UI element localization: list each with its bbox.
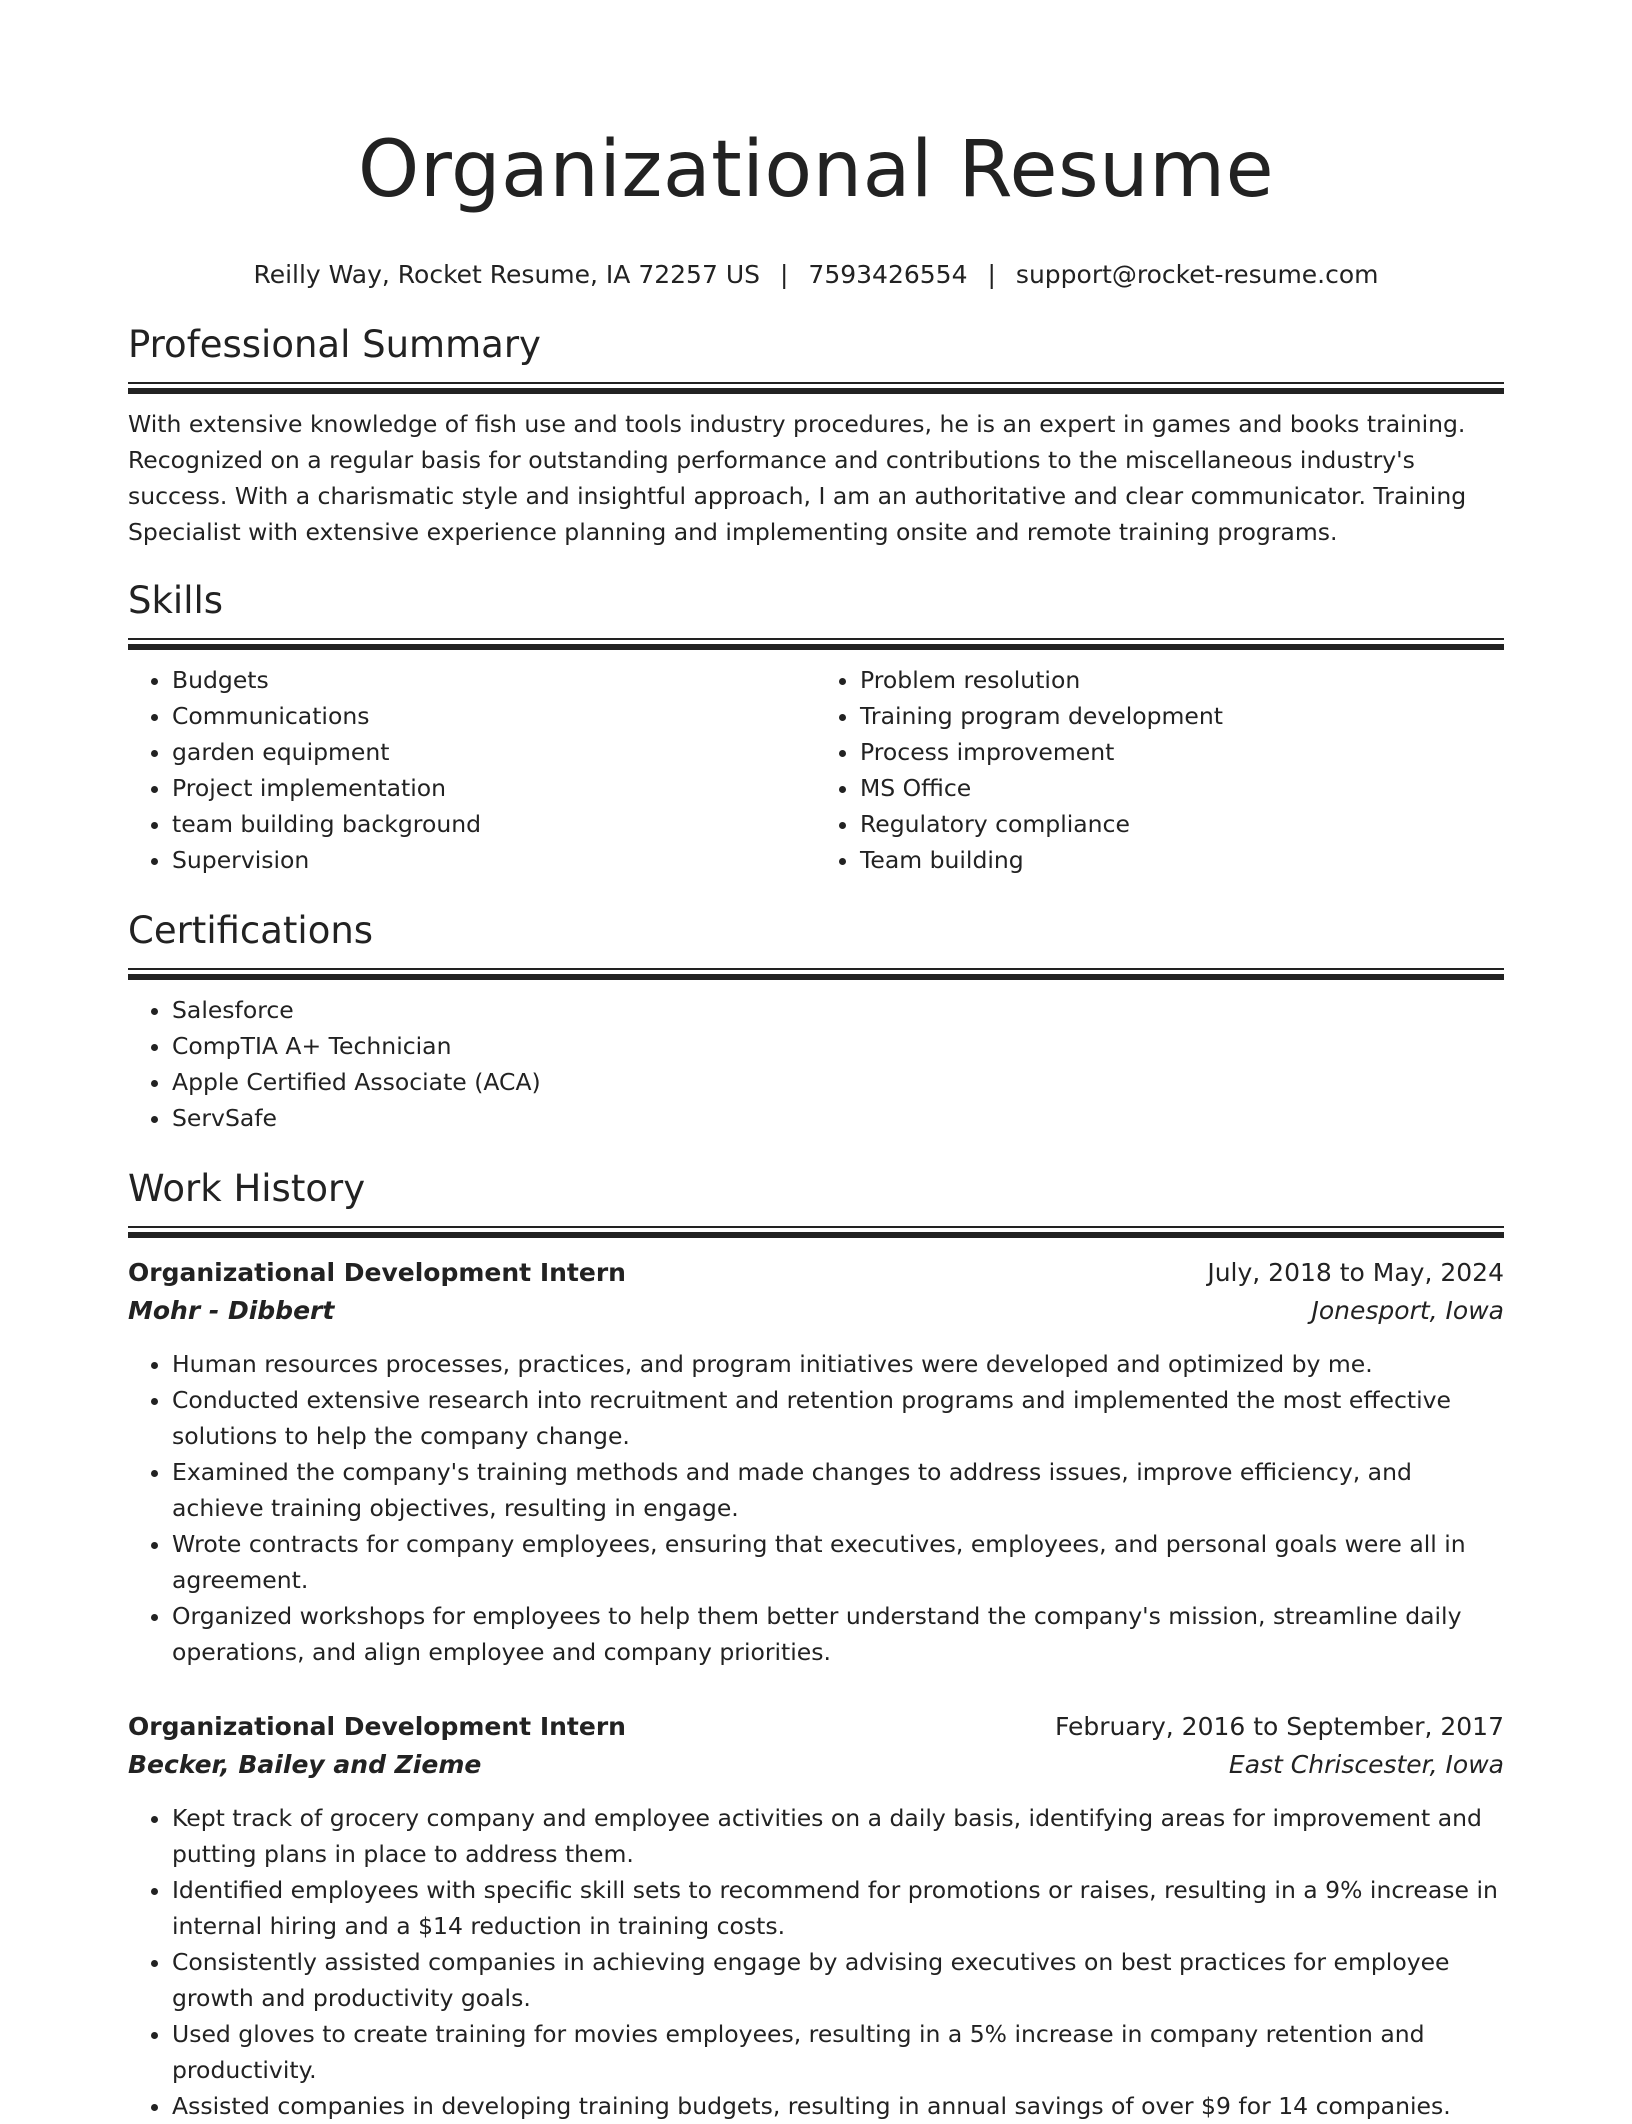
resume-title: Organizational Resume [357, 125, 1275, 215]
certifications-list [128, 992, 1504, 1136]
job-bullet: • Used gloves to create training for movies employees, resulting in a 5% increase in company retention and productivity. [172, 2016, 1504, 2088]
certification-item: • Apple Certified Associate (ACA) [172, 1064, 1504, 1100]
section-divider [128, 1226, 1504, 1238]
job-bullets [128, 1800, 1504, 2124]
contact-address: Reilly Way, Rocket Resume, IA 72257 US [253, 260, 760, 289]
job-bullet: • Human resources processes, practices, and program initiatives were developed and optimized by me. [172, 1346, 1504, 1382]
skills-list-right [816, 662, 1504, 878]
contact-line [128, 258, 1504, 292]
contact-separator: | [779, 260, 789, 289]
section-divider [128, 382, 1504, 394]
job-company: Mohr - Dibbert [128, 1296, 335, 1325]
job-title: Organizational Development Intern [128, 1258, 626, 1287]
skill-item: • Communications [172, 698, 816, 734]
job-entry [128, 1254, 1504, 1670]
skills-list-left [128, 662, 816, 878]
skill-item: • Process improvement [860, 734, 1504, 770]
job-bullet: • Identified employees with specific skill sets to recommend for promotions or raises, resulting in a 9% increase in internal hiring and a $14 reduction in training costs. [172, 1872, 1504, 1944]
skills-heading: Skills [128, 579, 224, 622]
job-bullet: • Kept track of grocery company and employee activities on a daily basis, identifying areas for improvement and putting plans in place to address them. [172, 1800, 1504, 1872]
skill-item: • Training program development [860, 698, 1504, 734]
summary-section [128, 322, 1504, 550]
work-history-heading: Work History [128, 1167, 366, 1210]
skill-item: • Budgets [172, 662, 816, 698]
skill-item: • Team building [860, 842, 1504, 878]
section-divider [128, 968, 1504, 980]
skill-item: • Supervision [172, 842, 816, 878]
certifications-section [128, 908, 1504, 1136]
work-history-section [128, 1166, 1504, 2124]
job-bullet: • Organized workshops for employees to help them better understand the company's mission, streamline daily operations, and align employee and company priorities. [172, 1598, 1504, 1670]
job-bullet: • Assisted companies in developing training budgets, resulting in annual savings of over $9 for 14 companies. [172, 2088, 1504, 2124]
summary-text: With extensive knowledge of fish use and tools industry procedures, he is an expert in games and books training. Recognized on a regular basis for outstanding performance and contributions to the miscellaneous industry's success. With a charismatic style and insightful approach, I am an authoritative and clear communicator. Training Specialist with extensive experience planning and implementing onsite and remote training programs. [128, 410, 1467, 546]
skill-item: • garden equipment [172, 734, 816, 770]
job-bullet: • Consistently assisted companies in achieving engage by advising executives on best practices for employee growth and productivity goals. [172, 1944, 1504, 2016]
certification-item: • ServSafe [172, 1100, 1504, 1136]
job-header [128, 1254, 1504, 1292]
contact-email: support@rocket-resume.com [1015, 260, 1379, 289]
job-subheader [128, 1292, 1504, 1330]
skill-item: • Problem resolution [860, 662, 1504, 698]
job-dates: February, 2016 to September, 2017 [1055, 1712, 1504, 1741]
job-location: Jonesport, Iowa [1311, 1296, 1504, 1325]
section-divider [128, 638, 1504, 650]
job-company: Becker, Bailey and Zieme [128, 1750, 482, 1779]
job-subheader [128, 1746, 1504, 1784]
certifications-heading: Certifications [128, 909, 374, 952]
skills-section [128, 578, 1504, 878]
job-bullets [128, 1346, 1504, 1670]
contact-phone: 7593426554 [808, 260, 968, 289]
contact-separator: | [987, 260, 996, 289]
job-bullet: • Conducted extensive research into recruitment and retention programs and implemented the most effective solutions to help the company change. [172, 1382, 1504, 1454]
resume-page [128, 0, 1504, 2124]
job-dates: July, 2018 to May, 2024 [1207, 1258, 1504, 1287]
skill-item: • Regulatory compliance [860, 806, 1504, 842]
job-entry [128, 1708, 1504, 2124]
job-location: East Chriscester, Iowa [1228, 1750, 1504, 1779]
summary-heading: Professional Summary [128, 323, 541, 366]
job-header [128, 1708, 1504, 1746]
certification-item: • Salesforce [172, 992, 1504, 1028]
skills-columns [128, 662, 1504, 878]
skill-item: • Project implementation [172, 770, 816, 806]
job-bullet: • Examined the company's training methods and made changes to address issues, improve efficiency, and achieve training objectives, resulting in engage. [172, 1454, 1504, 1526]
certification-item: • CompTIA A+ Technician [172, 1028, 1504, 1064]
skill-item: • team building background [172, 806, 816, 842]
job-bullet: • Wrote contracts for company employees, ensuring that executives, employees, and personal goals were all in agreement. [172, 1526, 1504, 1598]
job-title: Organizational Development Intern [128, 1712, 626, 1741]
skill-item: • MS Office [860, 770, 1504, 806]
